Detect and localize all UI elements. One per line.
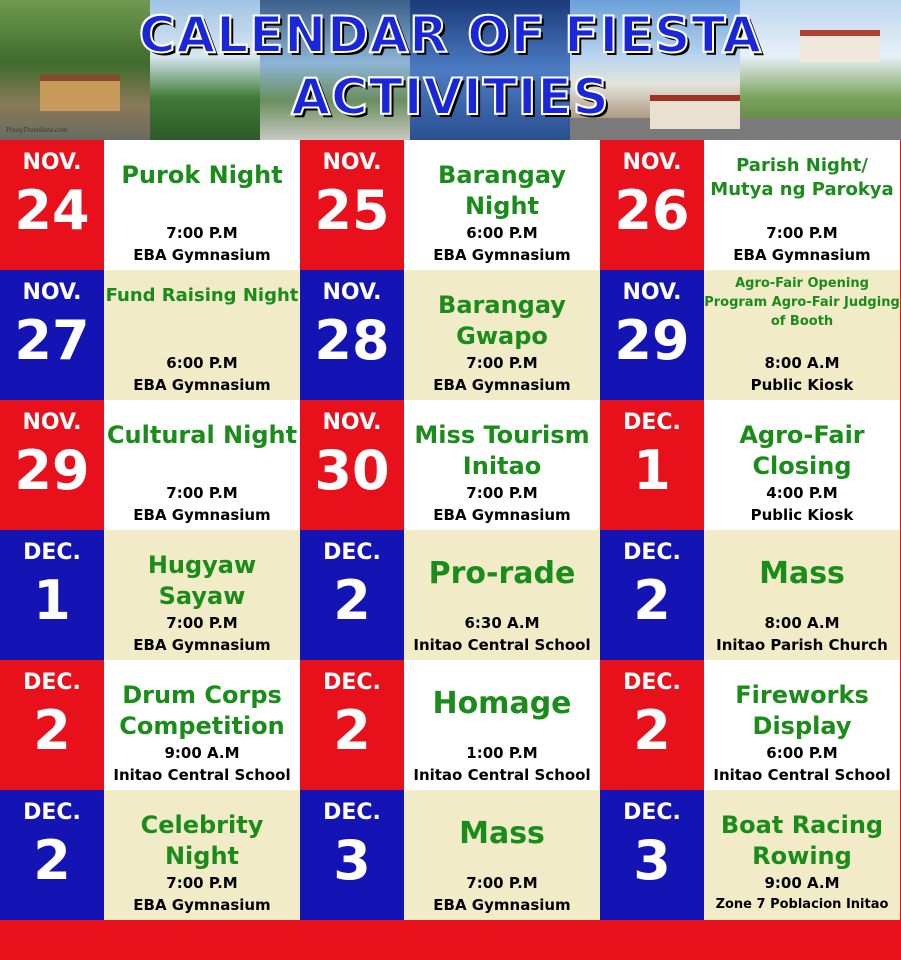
event-block: [704, 140, 900, 270]
day-number: 26: [614, 179, 690, 242]
schedule-row: [0, 660, 901, 790]
event-time: 7:00 P.M: [466, 874, 538, 892]
event-name: Purok Night: [121, 161, 283, 189]
schedule-row: [0, 790, 901, 920]
day-number: 2: [633, 569, 671, 632]
event-block: [104, 270, 300, 400]
event-time: 7:00 P.M: [766, 224, 838, 242]
event-time: 6:30 A.M: [464, 614, 540, 632]
event-venue: Initao Central School: [713, 766, 891, 784]
event-venue: EBA Gymnasium: [433, 506, 571, 524]
event-time: 6:00 P.M: [166, 354, 238, 372]
event-block: [704, 660, 900, 790]
event-block: [704, 790, 900, 920]
date-block: [300, 140, 404, 270]
event-time: 1:00 P.M: [466, 744, 538, 762]
event-time: 9:00 A.M: [164, 744, 240, 762]
event-time: 7:00 P.M: [466, 354, 538, 372]
date-block: [600, 400, 704, 530]
day-number: 2: [633, 699, 671, 762]
event-block: [404, 790, 600, 920]
day-number: 29: [14, 439, 90, 502]
date-block: [0, 530, 104, 660]
event-venue: Initao Parish Church: [716, 636, 888, 654]
footer-band: [0, 920, 901, 960]
date-block: [600, 530, 704, 660]
date-block: [0, 790, 104, 920]
event-venue: EBA Gymnasium: [433, 376, 571, 394]
month-label: DEC.: [623, 540, 681, 565]
month-label: DEC.: [323, 540, 381, 565]
event-time: 7:00 P.M: [466, 484, 538, 502]
event-venue: EBA Gymnasium: [133, 246, 271, 264]
event-time: 7:00 P.M: [166, 614, 238, 632]
day-number: 29: [614, 309, 690, 372]
event-block: [704, 530, 900, 660]
event-time: 6:00 P.M: [766, 744, 838, 762]
event-venue: Initao Central School: [413, 766, 591, 784]
event-venue: EBA Gymnasium: [133, 636, 271, 654]
event-name: Fund Raising Night: [105, 285, 299, 306]
day-number: 3: [633, 829, 671, 892]
event-name: Drum Corps Competition: [119, 681, 285, 740]
event-time: 6:00 P.M: [466, 224, 538, 242]
event-time: 7:00 P.M: [166, 874, 238, 892]
poster-title: [0, 4, 901, 128]
event-name: Miss Tourism Initao: [414, 421, 590, 480]
event-block: [104, 530, 300, 660]
event-name: Mass: [459, 816, 545, 851]
schedule-row: [0, 400, 901, 530]
date-block: [600, 270, 704, 400]
event-venue: EBA Gymnasium: [433, 246, 571, 264]
day-number: 27: [14, 309, 90, 372]
day-number: 2: [333, 699, 371, 762]
event-block: [104, 140, 300, 270]
schedule-row: [0, 530, 901, 660]
month-label: NOV.: [22, 410, 82, 435]
event-block: [404, 530, 600, 660]
event-name: Agro-Fair Closing: [739, 421, 865, 480]
day-number: 25: [314, 179, 390, 242]
event-venue: EBA Gymnasium: [433, 896, 571, 914]
event-block: [404, 660, 600, 790]
event-venue: Zone 7 Poblacion Initao: [715, 897, 889, 912]
event-block: [704, 400, 900, 530]
event-name: Pro-rade: [428, 556, 576, 591]
day-number: 2: [33, 699, 71, 762]
month-label: NOV.: [322, 150, 382, 175]
day-number: 2: [333, 569, 371, 632]
month-label: NOV.: [622, 280, 682, 305]
event-venue: EBA Gymnasium: [133, 506, 271, 524]
month-label: DEC.: [23, 670, 81, 695]
event-name: Cultural Night: [106, 421, 298, 449]
month-label: DEC.: [323, 800, 381, 825]
event-name: Agro-Fair Opening Program Agro-Fair Judging of Booth: [704, 276, 900, 329]
month-label: NOV.: [22, 150, 82, 175]
day-number: 1: [633, 439, 671, 502]
event-venue: Initao Central School: [113, 766, 291, 784]
month-label: DEC.: [623, 800, 681, 825]
date-block: [600, 140, 704, 270]
day-number: 30: [314, 439, 390, 502]
month-label: NOV.: [322, 280, 382, 305]
event-venue: Initao Central School: [413, 636, 591, 654]
event-name: Barangay Night: [438, 161, 566, 220]
month-label: NOV.: [322, 410, 382, 435]
event-name: Homage: [432, 686, 572, 721]
month-label: DEC.: [623, 670, 681, 695]
title-line-1: CALENDAR OF FIESTA: [138, 6, 763, 64]
event-name: Celebrity Night: [140, 811, 264, 870]
event-venue: Public Kiosk: [750, 506, 854, 524]
event-block: [404, 140, 600, 270]
day-number: 1: [33, 569, 71, 632]
event-block: [704, 270, 900, 400]
date-block: [600, 660, 704, 790]
event-name: Mass: [759, 556, 845, 591]
schedule-grid: [0, 140, 901, 920]
header-photo-collage: [0, 0, 901, 140]
event-venue: EBA Gymnasium: [733, 246, 871, 264]
date-block: [0, 660, 104, 790]
month-label: DEC.: [323, 670, 381, 695]
event-venue: Public Kiosk: [750, 376, 854, 394]
event-time: 8:00 A.M: [764, 354, 840, 372]
day-number: 24: [14, 179, 90, 242]
event-block: [404, 270, 600, 400]
date-block: [300, 400, 404, 530]
event-name: Fireworks Display: [735, 681, 869, 740]
month-label: DEC.: [23, 540, 81, 565]
photo-credit: PinoyTravelista.com: [6, 127, 68, 134]
schedule-row: [0, 270, 901, 400]
month-label: NOV.: [22, 280, 82, 305]
date-block: [300, 660, 404, 790]
event-block: [104, 400, 300, 530]
event-venue: EBA Gymnasium: [133, 896, 271, 914]
event-time: 7:00 P.M: [166, 224, 238, 242]
month-label: DEC.: [623, 410, 681, 435]
day-number: 28: [314, 309, 390, 372]
date-block: [0, 400, 104, 530]
event-time: 8:00 A.M: [764, 614, 840, 632]
month-label: DEC.: [23, 800, 81, 825]
event-name: Hugyaw Sayaw: [147, 551, 257, 610]
event-time: 7:00 P.M: [166, 484, 238, 502]
event-block: [104, 790, 300, 920]
date-block: [300, 270, 404, 400]
schedule-row: [0, 140, 901, 270]
event-time: 9:00 A.M: [764, 874, 840, 892]
title-line-2: ACTIVITIES: [291, 68, 610, 126]
day-number: 3: [333, 829, 371, 892]
date-block: [300, 530, 404, 660]
event-name: Parish Night/ Mutya ng Parokya: [710, 155, 894, 200]
event-block: [104, 660, 300, 790]
event-block: [404, 400, 600, 530]
date-block: [300, 790, 404, 920]
event-name: Barangay Gwapo: [438, 291, 566, 350]
day-number: 2: [33, 829, 71, 892]
date-block: [600, 790, 704, 920]
event-venue: EBA Gymnasium: [133, 376, 271, 394]
date-block: [0, 140, 104, 270]
month-label: NOV.: [622, 150, 682, 175]
event-time: 4:00 P.M: [766, 484, 838, 502]
date-block: [0, 270, 104, 400]
event-name: Boat Racing Rowing: [720, 811, 884, 870]
